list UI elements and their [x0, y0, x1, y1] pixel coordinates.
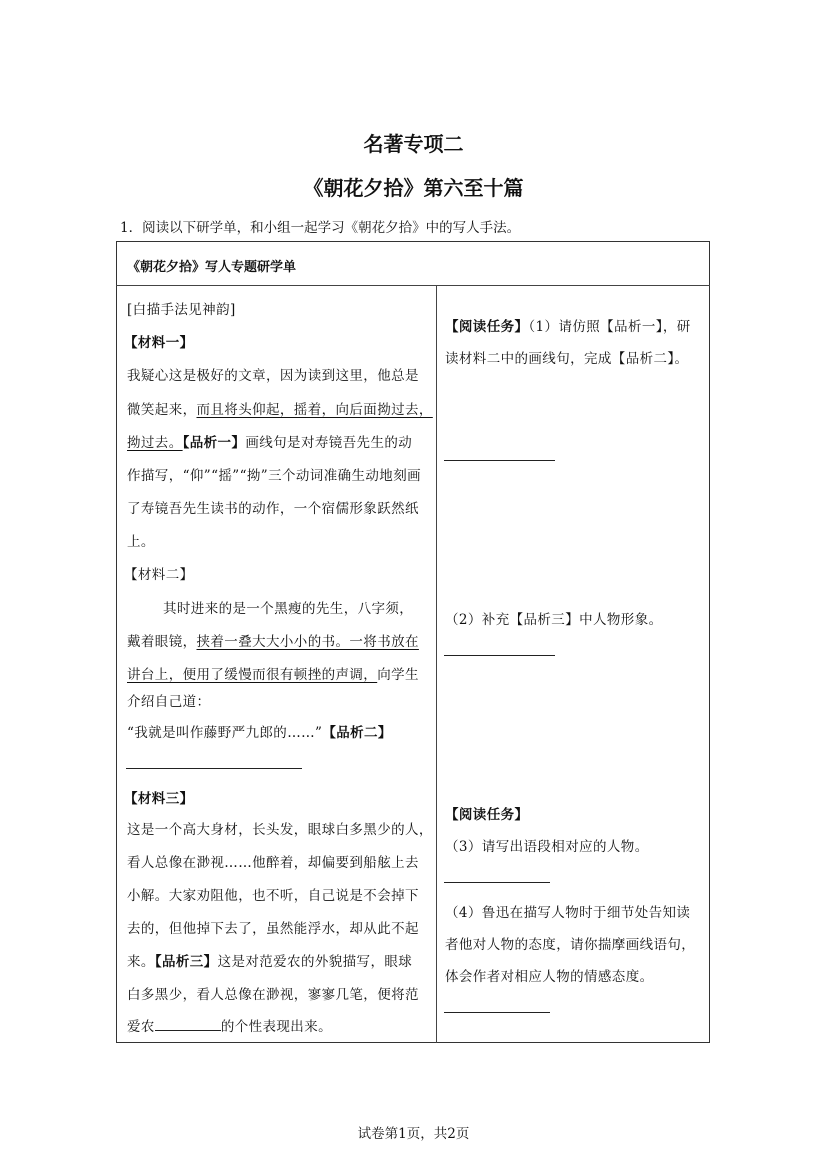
underlined-text: 而且将头仰起，摇着，向后面拗过去，: [196, 402, 433, 418]
underlined-text: 挟着一叠大大小小的书。一将书放在: [196, 634, 419, 650]
material1-label: 【材料一】: [124, 335, 194, 351]
answer-blank-task4[interactable]: [444, 1012, 550, 1013]
plain-text: 爱农: [127, 1019, 155, 1035]
page-subtitle: 《朝花夕拾》第六至十篇: [303, 176, 524, 200]
analysis3-label: 【品析三】: [154, 954, 218, 970]
plain-text: （1）请仿照【品析一】，研: [528, 319, 691, 335]
table-title: 《朝花夕拾》写人专题研学单: [127, 260, 297, 275]
plain-text: 画线句是对寿镜吾先生的动: [245, 435, 413, 451]
task4-line: （4）鲁迅在描写人物时于细节处告知读: [445, 905, 691, 921]
material1-line: 上。: [127, 534, 155, 550]
analysis2-label: 【品析二】: [322, 725, 392, 741]
plain-text: 来。: [127, 954, 155, 970]
answer-blank-analysis3[interactable]: [155, 1018, 221, 1031]
plain-text: 这是对范爱农的外貌描写，眼球: [217, 954, 413, 970]
plain-text: 戴着眼镜，: [127, 634, 197, 650]
material2-line: [127, 721, 392, 741]
plain-text: 微笑起来，: [127, 402, 197, 418]
table-header-divider: [116, 285, 710, 286]
material2-label: 【材料二】: [124, 567, 194, 583]
task3-line: （3）请写出语段相对应的人物。: [445, 839, 649, 855]
task4-line: 体会作者对相应人物的情感态度。: [445, 969, 654, 985]
plain-text: 的个性表现出来。: [220, 1019, 333, 1035]
section-heading: [白描手法见神韵]: [127, 302, 236, 318]
material2-line: [127, 630, 419, 650]
page-footer: 试卷第1页，共2页: [357, 1126, 470, 1142]
answer-blank-task1[interactable]: [444, 460, 555, 461]
material3-line: 白多黑少，看人总像在渺视，寥寥几笔，便将范: [127, 987, 419, 1003]
task2-line: （2）补充【品析三】中人物形象。: [445, 612, 663, 628]
material1-line: 作描写，“仰”“摇”“拗”三个动词准确生动地刻画: [127, 468, 422, 484]
material1-line: [127, 431, 412, 451]
question-prompt: 1．阅读以下研学单，和小组一起学习《朝花夕拾》中的写人手法。: [120, 220, 521, 236]
plain-text: 向学生: [377, 667, 419, 683]
table-column-divider: [436, 285, 437, 1043]
material3-line: 小解。大家劝阻他，也不听，自己说是不会掉下: [127, 888, 419, 904]
answer-blank-task2[interactable]: [444, 655, 555, 656]
material1-line: 了寿镜吾先生读书的动作，一个宿儒形象跃然纸: [127, 501, 419, 517]
material2-line: [127, 663, 419, 683]
material1-line: [127, 398, 433, 418]
reading-task-label: 【阅读任务】: [445, 807, 529, 823]
task1-line: [445, 315, 691, 335]
material3-line: [127, 1015, 332, 1035]
task4-line: 者他对人物的态度，请你揣摩画线语句，: [445, 937, 696, 953]
underlined-text: 讲台上，便用了缓慢而很有顿挫的声调，: [127, 667, 378, 683]
material3-line: [127, 950, 412, 970]
analysis1-label: 【品析一】: [182, 435, 246, 451]
material3-line: 去的，但他掉下去了，虽然能浮水，却从此不起: [127, 921, 419, 937]
material3-line: 看人总像在渺视……他醉着，却偏要到船舷上去: [127, 855, 419, 871]
material2-line: 介绍自己道：: [127, 694, 211, 710]
material3-label: 【材料三】: [124, 791, 194, 807]
answer-blank-task3[interactable]: [444, 882, 550, 883]
task1-line: 读材料二中的画线句，完成【品析二】。: [445, 351, 689, 367]
answer-blank-analysis2[interactable]: [126, 768, 302, 769]
underlined-text: 拗过去。: [127, 435, 183, 451]
page-title: 名著专项二: [363, 132, 464, 156]
reading-task-label: 【阅读任务】: [445, 319, 529, 335]
material3-line: 这是一个高大身材，长头发，眼球白多黑少的人，: [127, 822, 433, 838]
plain-text: “我就是叫作藤野严九郎的……”: [127, 725, 323, 741]
material1-line: 我疑心这是极好的文章，因为读到这里，他总是: [127, 368, 419, 384]
material2-line: 其时进来的是一个黑瘦的先生，八字须，: [163, 601, 414, 617]
